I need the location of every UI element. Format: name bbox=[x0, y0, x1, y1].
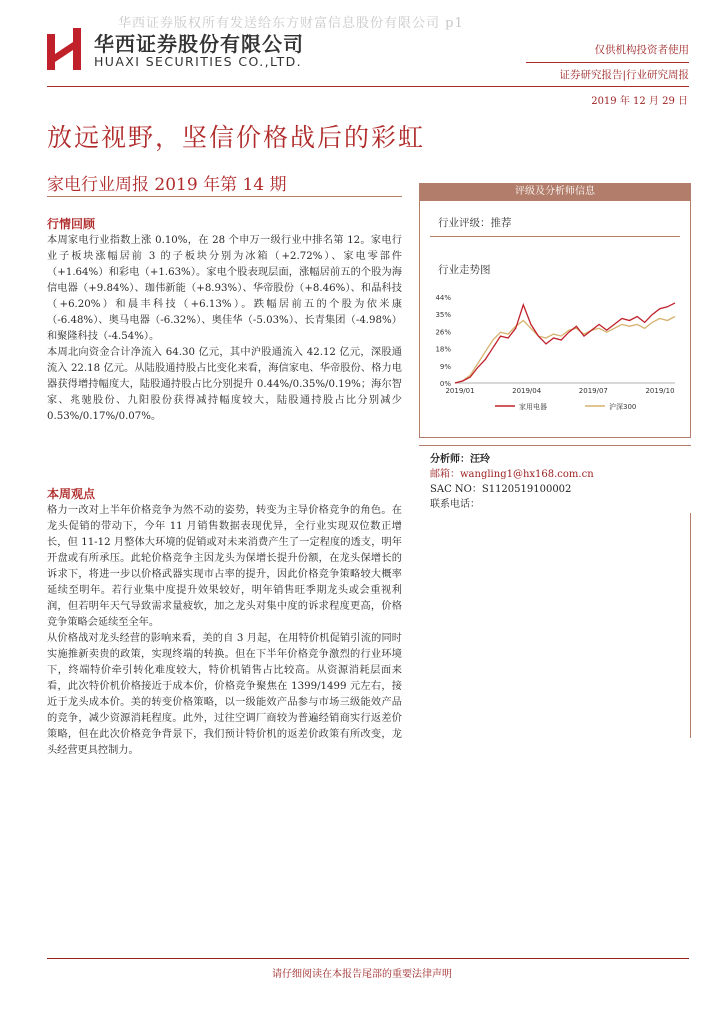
footer-rule bbox=[47, 958, 689, 959]
sidebar-side-rule bbox=[690, 513, 691, 738]
header-divider bbox=[526, 62, 689, 63]
header-rule bbox=[47, 86, 689, 87]
company-name-cn: 华西证券股份有限公司 bbox=[94, 32, 304, 56]
y-tick-label: 0% bbox=[439, 380, 451, 388]
y-tick-label: 26% bbox=[435, 328, 451, 337]
analyst-sac-no: SAC NO：S1120519100002 bbox=[430, 484, 572, 495]
weekly-view-paragraph: 格力一改对上半年价格竞争为然不动的姿势，转变为主导价格竞争的角色。在龙头促销的带动下，今年 11 月销售数据表现优异，全行业实现双位数正增长，但 11-12 月整体大环境的促销或对未来消费产生了一定程度的透支，明年开盘或有所承压。此轮价格竞争主因龙头为保增长提升份额，在龙头保增长的诉求下，将进一步以价格武器实现市占率的提升，因此价格竞争策略较大概率延续至明年。若行业集中度提升效果较好，明年销售旺季期龙头或会重视利润，但若明年天气导致需求量疲软，加之龙头对集中度的诉求程度更高，价格竞争策略会延续至全年。 bbox=[47, 505, 402, 628]
series-line-csi300 bbox=[455, 317, 675, 384]
audience-note: 仅供机构投资者使用 bbox=[594, 44, 689, 56]
report-date: 2019 年 12 月 29 日 bbox=[591, 96, 688, 107]
y-tick-label: 18% bbox=[435, 345, 451, 354]
report-subtitle: 家电行业周报 2019 年第 14 期 bbox=[47, 175, 287, 195]
legal-disclaimer: 请仔细阅读在本报告尾部的重要法律声明 bbox=[272, 969, 452, 980]
market-review-body bbox=[47, 233, 402, 425]
y-tick-label: 44% bbox=[435, 294, 451, 302]
trend-chart bbox=[425, 285, 683, 420]
sidebar-rule bbox=[430, 236, 680, 237]
company-name-en: HUAXI SECURITIES CO.,LTD. bbox=[94, 54, 303, 69]
series-line-home-appliance bbox=[455, 303, 675, 383]
industry-rating: 行业评级：推荐 bbox=[438, 217, 512, 229]
report-title: 放远视野，坚信价格战后的彩虹 bbox=[47, 123, 426, 152]
watermark: 华西证券版权所有发送给东方财富信息股份有限公司 p1 bbox=[118, 16, 464, 31]
legend-label: 家用电器 bbox=[519, 403, 547, 411]
market-review-heading: 行情回顾 bbox=[47, 217, 96, 231]
x-tick-label: 2019/07 bbox=[578, 387, 608, 395]
x-tick-label: 2019/01 bbox=[445, 387, 475, 395]
subtitle-rule bbox=[47, 196, 402, 197]
analyst-rule bbox=[419, 445, 691, 446]
analyst-name: 分析师：汪玲 bbox=[430, 454, 490, 465]
trend-chart-label: 行业走势图 bbox=[438, 264, 491, 276]
legend-label: 沪深300 bbox=[609, 403, 637, 411]
analyst-phone: 联系电话： bbox=[430, 499, 480, 510]
x-tick-label: 2019/10 bbox=[645, 387, 675, 395]
report-category: 证券研究报告|行业研究周报 bbox=[559, 69, 689, 81]
weekly-view-paragraph: 从价格战对龙头经营的影响来看，美的自 3 月起，在用特价机促销引流的同时实施推新卖贵的政策，实现终端的转换。但在下半年价格竞争激烈的行业环境下，终端特价牵引转化难度较大，特价机销售占比较高。从资源消耗层面来看，此次特价机价格接近于成本价，价格竞争聚焦在 1399/1499 元左右，接近于龙头成本价。美的转变价格策略，以一级能效产品参与市场三级能效产品的竞争，减少资源消耗程度。此外，过往空调厂商较为普遍经销商实行返差价策略，但在此次价格竞争背景下，我们预计特价机的返差价政策有所改变，龙头经营更具控制力。 bbox=[47, 633, 402, 756]
weekly-view-heading: 本周观点 bbox=[47, 487, 96, 501]
sidebar-heading: 评级及分析师信息 bbox=[419, 183, 691, 201]
market-review-paragraph: 本周家电行业指数上涨 0.10%，在 28 个申万一级行业中排名第 12。家电行业子板块涨幅居前 3 的子板块分别为冰箱（+2.72%）、家电零部件（+1.64%）和彩电（+1.63%）。家电个股表现层面，涨幅居前五的个股为海信电器（+9.84%）、珈伟新能（+8.93%）、华帝股份（+8.46%）、和晶科技（+6.20%）和晨丰科技（+6.13%）。跌幅居前五的个股为依米康（-6.48%）、奥马电器（-6.32%）、奥佳华（-5.03%）、长青集团（-4.98%）和聚隆科技（-4.54%）。 bbox=[47, 235, 402, 342]
market-review-paragraph: 本周北向资金合计净流入 64.30 亿元，其中沪股通流入 42.12 亿元，深股通流入 22.18 亿元。从陆股通持股占比变化来看，海信家电、华帝股份、格力电器获得增持幅度大，陆股通持股占比分别提升 0.44%/0.35%/0.19%；海尔智家、兆驰股份、九阳股份获得减持幅度较大，陆股通持股占比分别减少 0.53%/0.17%/0.07%。 bbox=[47, 347, 402, 422]
analyst-email[interactable]: 邮箱：wangling1@hx168.com.cn bbox=[430, 469, 594, 480]
y-tick-label: 9% bbox=[439, 362, 451, 371]
huaxi-logo-icon bbox=[47, 28, 83, 70]
y-tick-label: 35% bbox=[435, 311, 451, 320]
x-tick-label: 2019/04 bbox=[512, 387, 542, 395]
weekly-view-body bbox=[47, 503, 402, 759]
